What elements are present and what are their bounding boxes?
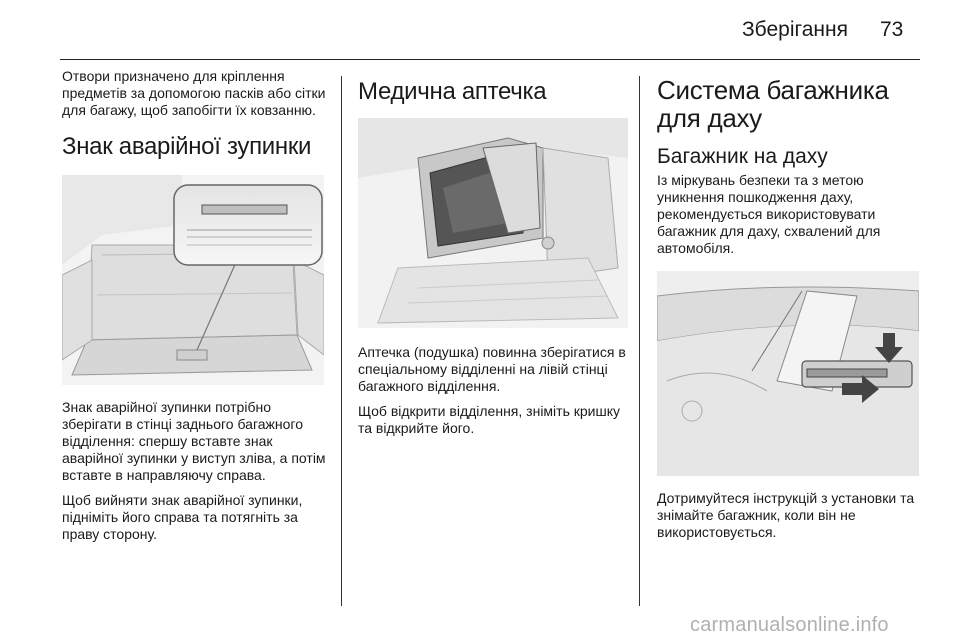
intro-paragraph: Отвори призначено для кріплення предметів за допомогою пасків або сітки для багажу, щоб запобігти їх ковзанню. <box>62 68 326 118</box>
first-aid-kit-storage: Аптечка (подушка) повинна зберігатися в спеціальному відділенні на лівій стінці багажного відділення. <box>358 344 626 394</box>
roof-rack-figure <box>657 271 919 476</box>
header-rule <box>60 59 920 60</box>
column-1 <box>62 68 327 551</box>
warning-triangle-figure <box>62 175 324 385</box>
first-aid-kit-opening: Щоб відкрити відділення, зніміть кришку та відкрийте його. <box>358 403 621 436</box>
roof-rack-recommendation: Із міркувань безпеки та з метою уникнення пошкодження даху, рекомендується використовувати багажник для даху, схвалений для автомобіля. <box>657 172 881 256</box>
first-aid-kit-heading: Медична аптечка <box>358 78 547 105</box>
warning-triangle-heading: Знак аварійної зупинки <box>62 133 312 160</box>
footer-watermark: carmanualsonline.info <box>690 614 889 636</box>
column-divider-left <box>341 76 342 606</box>
warning-triangle-instructions: Знак аварійної зупинки потрібно зберігати в стінці заднього багажного відділення: спершу вставте знак аварійної зупинки у виступ зліва, а потім вставте в направляючу справа. <box>62 399 326 483</box>
column-2 <box>358 68 628 445</box>
column-3 <box>657 68 922 549</box>
warning-triangle-removal: Щоб вийняти знак аварійної зупинки, підніміть його справа та потягніть за праву сторону. <box>62 492 303 542</box>
roof-rack-subheading: Багажник на даху <box>657 145 828 168</box>
first-aid-kit-figure <box>358 118 628 328</box>
roof-rack-system-heading: Система багажника для даху <box>657 75 889 133</box>
page-header <box>0 0 960 62</box>
page-number: 73 <box>880 18 904 41</box>
section-title: Зберігання <box>742 18 848 41</box>
roof-rack-installation: Дотримуйтеся інструкцій з установки та знімайте багажник, коли він не використовується. <box>657 490 915 540</box>
column-divider-right <box>639 76 640 606</box>
